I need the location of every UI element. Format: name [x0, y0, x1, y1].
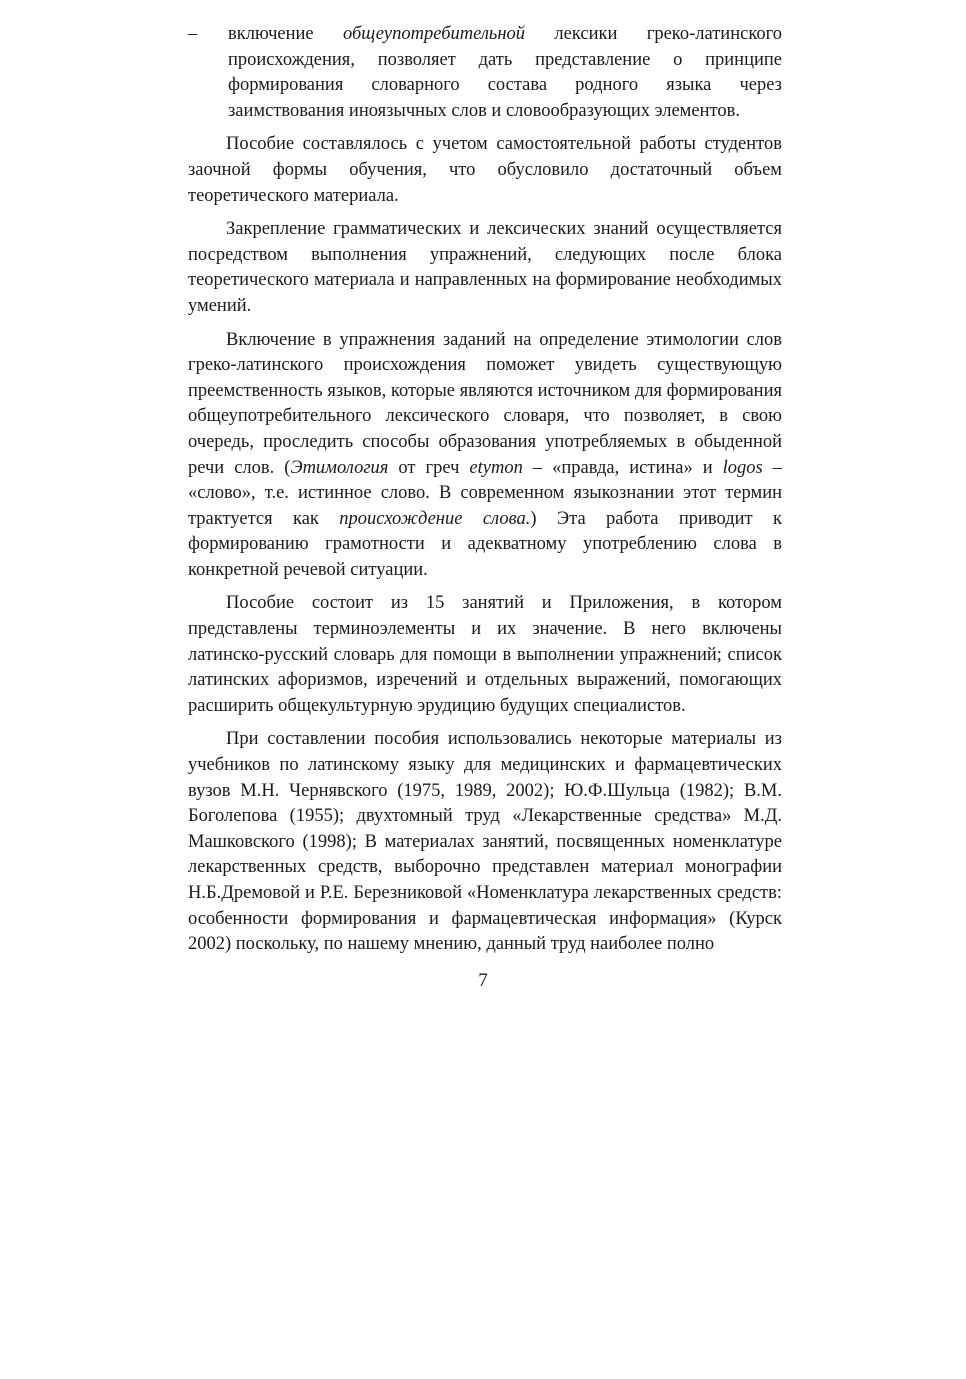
paragraph-text-part: – «слово», т.е. истинное слово. В современном языкознании этот термин трактуется как [188, 457, 783, 529]
paragraph-exercises: Закрепление грамматических и лексических знаний осуществляется посредством выполнения упражнений, следующих после блока теоретического материала и направленных на формирование необходимых умений. [188, 219, 782, 316]
bullet-text-part: включение [228, 24, 343, 44]
page-number: 7 [478, 970, 488, 991]
paragraph-text-part: – «правда, истина» и [522, 457, 723, 478]
bullet-item [188, 22, 782, 124]
emphasis-term: общеупотребительной [342, 24, 526, 44]
body-text [188, 22, 782, 966]
paragraph-text-part: от греч [388, 457, 470, 478]
paragraph-text-part: Включение в упражнения заданий на определение этимологии слов греко-латинского происхождения поможет увидеть существующую преемственность языков, которые являются источником для формирования общеупотребительного лексического словаря, что позволяет, в свою очередь, проследить способы образования употребляемых в обыденной речи слов. ( [188, 329, 782, 478]
bullet-text-part: лексики греко-латинского происхождения, позволяет дать представление о принципе формирования словарного состава родного языка через заимствования иноязычных слов и словообразующих элементов. [228, 24, 782, 121]
paragraph-text-part: ) Эта работа приводит к формированию грамотности и адекватному употреблению слова в конкретной речевой ситуации. [188, 508, 782, 580]
emphasis-term: происхождение слова. [339, 508, 531, 529]
paragraph-etymology [188, 328, 782, 584]
emphasis-term: Этимология [290, 457, 389, 478]
emphasis-term: logos [722, 457, 763, 478]
bullet-dash: – [188, 24, 198, 44]
paragraph-self-study: Пособие составлялось с учетом самостоятельной работы студентов заочной формы обучения, что обусловило достаточный объем теоретического материала. [188, 134, 782, 206]
paragraph-structure: Пособие состоит из 15 занятий и Приложения, в котором представлены терминоэлементы и их значение. В него включены латинско-русский словарь для помощи в выполнении упражнений; список латинских афоризмов, изречений и отдельных выражений, помогающих расширить общекультурную эрудицию будущих специалистов. [188, 593, 782, 716]
paragraph-sources: При составлении пособия использовались некоторые материалы из учебников по латинскому языку для медицинских и фармацевтических вузов М.Н. Чернявского (1975, 1989, 2002); Ю.Ф.Шульца (1982); В.М. Боголепова (1955); двухтомный труд «Лекарственные средства» М.Д. Машковского (1998); В материалах занятий, посвященных номенклатуре лекарственных средств, выборочно представлен материал монографии Н.Б.Дремовой и Р.Е. Березниковой «Номенклатура лекарственных средств: особенности формирования и фармацевтическая информация» (Курск 2002) поскольку, по нашему мнению, данный труд наиболее полно [188, 729, 782, 955]
emphasis-term: etymon [469, 457, 523, 478]
